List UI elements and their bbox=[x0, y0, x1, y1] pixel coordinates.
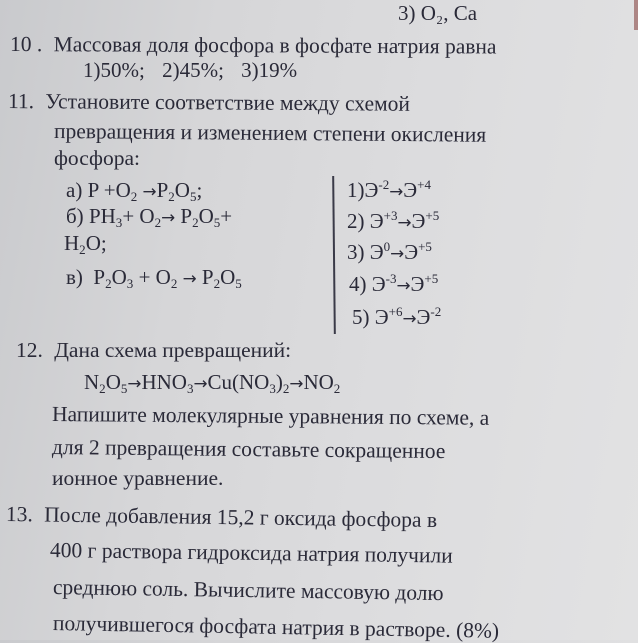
element-symbol: Э bbox=[404, 240, 419, 264]
option-2: 2)45%; bbox=[162, 58, 224, 82]
question-text: 400 г раствора гидроксида натрия получили bbox=[49, 538, 453, 568]
reaction-a bbox=[66, 178, 202, 203]
question-10-options bbox=[83, 58, 309, 82]
question-12-task-line-1 bbox=[52, 402, 490, 430]
question-13-line-2 bbox=[50, 538, 453, 568]
oxidation-state: -2 bbox=[430, 304, 442, 320]
match-label: 3) bbox=[347, 240, 365, 264]
reaction-b bbox=[66, 204, 232, 229]
element-symbol: Э bbox=[410, 272, 425, 296]
option-3: 3)19% bbox=[241, 58, 298, 82]
oxidation-state: +5 bbox=[418, 239, 432, 255]
arrow-icon: → bbox=[402, 308, 417, 328]
question-12-task-line-3 bbox=[52, 466, 223, 490]
question-text: Массовая доля фосфора в фосфате натрия равна bbox=[53, 32, 497, 59]
transformation-scheme: $N_2O_5\to HNO_3\to Cu(NO_3)_2\to NO_2$ bbox=[84, 370, 341, 396]
question-text: После добавления 15,2 г оксида фосфора в bbox=[44, 502, 438, 533]
oxidation-state: +5 bbox=[424, 271, 439, 287]
match-label: 4) bbox=[349, 272, 367, 296]
question-12 bbox=[16, 338, 291, 362]
reaction-label: б) bbox=[66, 204, 84, 228]
arrow-icon: → bbox=[389, 181, 404, 201]
oxidation-state: +5 bbox=[425, 208, 440, 224]
question-number: 10 . bbox=[9, 32, 43, 57]
element-symbol: Э bbox=[364, 178, 379, 202]
question-text: получившегося фосфата натрия в растворе. (8%) bbox=[52, 611, 500, 643]
question-text: Установите соответствие между схемой bbox=[45, 89, 410, 116]
question-text: фосфора: bbox=[54, 146, 140, 170]
question-number: 13. bbox=[5, 502, 34, 527]
question-13-line-4 bbox=[53, 611, 499, 643]
element-symbol: Э bbox=[369, 209, 384, 233]
element-symbol: Э bbox=[403, 178, 418, 202]
question-text: среднюю соль. Вычислите массовую долю bbox=[52, 575, 444, 606]
question-text: превращения и изменением степени окисления bbox=[53, 119, 487, 147]
oxidation-state: 0 bbox=[383, 239, 391, 255]
oxidation-change-1 bbox=[347, 178, 431, 203]
question-11-line-1 bbox=[8, 89, 410, 116]
arrow-icon: → bbox=[390, 243, 405, 263]
match-label: 1) bbox=[347, 178, 365, 202]
reaction-equation: $P_2O_3 + O_2 \to P_2O_5$ bbox=[88, 265, 242, 291]
element-symbol: Э bbox=[369, 240, 384, 264]
oxidation-change-5 bbox=[352, 305, 441, 330]
page-edge-strip bbox=[634, 0, 638, 30]
question-text: Дана схема превращений: bbox=[54, 338, 292, 362]
question-11-line-3 bbox=[54, 146, 140, 170]
element-symbol: Э bbox=[411, 209, 426, 233]
element-symbol: Э bbox=[374, 305, 389, 329]
reaction-equation: $H_2O$; bbox=[64, 231, 107, 257]
reaction-equation: $PH_3+ O_2\to P_2O_5+$ bbox=[88, 204, 233, 230]
option-text: 3) O₂, Ca bbox=[398, 1, 478, 25]
question-10 bbox=[10, 32, 497, 59]
option-1: 1)50%; bbox=[83, 58, 145, 82]
question-12-task-line-2 bbox=[52, 435, 446, 463]
question-text: для 2 превращения составьте сокращенное bbox=[51, 435, 446, 464]
question-13-line-3 bbox=[53, 575, 444, 605]
question-number: 12. bbox=[16, 338, 43, 362]
reaction-c bbox=[66, 265, 242, 290]
oxidation-state: -2 bbox=[378, 177, 390, 193]
oxidation-state: +3 bbox=[383, 208, 398, 224]
question-text: ионное уравнение. bbox=[52, 466, 224, 490]
oxidation-change-2 bbox=[347, 209, 439, 234]
match-label: 5) bbox=[352, 305, 370, 329]
element-symbol: Э bbox=[416, 305, 431, 329]
match-label: 2) bbox=[347, 209, 365, 233]
arrow-icon: → bbox=[396, 275, 411, 295]
oxidation-state: +4 bbox=[417, 177, 432, 193]
oxidation-state: +6 bbox=[388, 304, 403, 320]
prev-question-option-3 bbox=[398, 1, 477, 25]
oxidation-state: -3 bbox=[385, 271, 397, 287]
question-text: Напишите молекулярные уравнения по схеме, а bbox=[51, 402, 490, 430]
question-number: 11. bbox=[7, 89, 35, 114]
oxidation-change-4 bbox=[349, 272, 438, 297]
element-symbol: Э bbox=[371, 272, 386, 296]
reaction-label: в) bbox=[66, 265, 83, 289]
reaction-label: а) bbox=[66, 178, 83, 202]
reaction-equation: $P +O_2 \to P_2O_5$; bbox=[87, 178, 203, 204]
question-11-line-2 bbox=[54, 119, 486, 147]
reaction-b-cont bbox=[64, 231, 107, 255]
arrow-icon: → bbox=[397, 212, 412, 232]
question-13-line-1 bbox=[6, 502, 437, 532]
oxidation-change-3 bbox=[347, 240, 432, 265]
column-divider bbox=[332, 176, 336, 334]
